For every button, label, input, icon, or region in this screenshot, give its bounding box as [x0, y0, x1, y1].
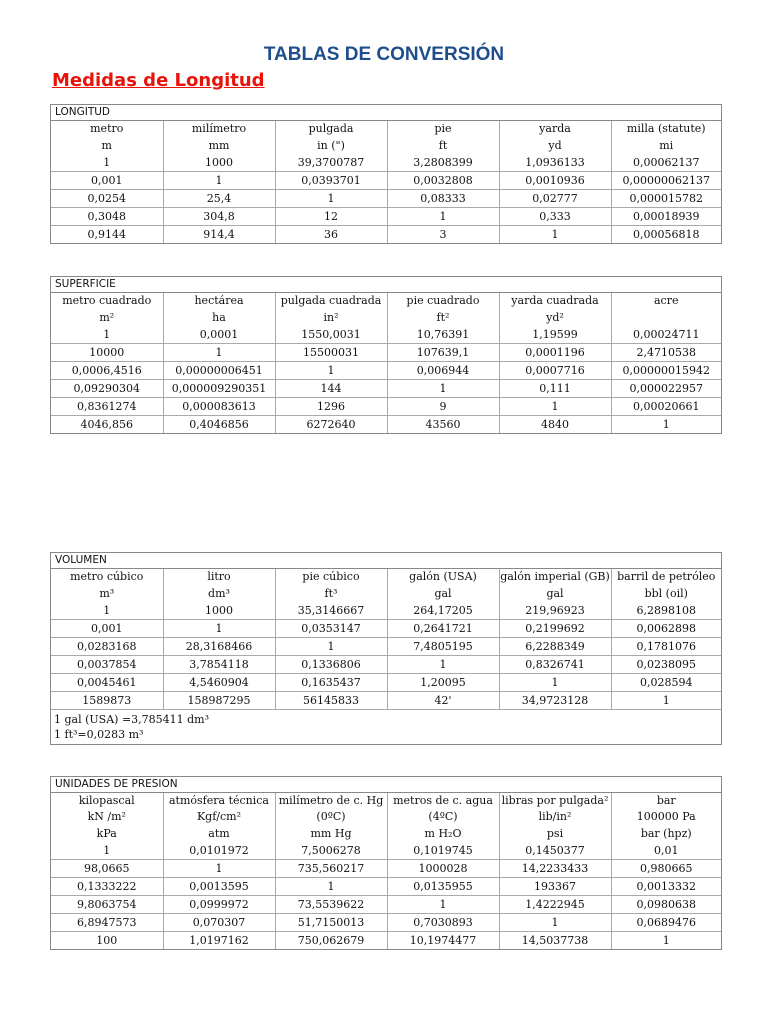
column-header: libras por pulgada² — [499, 793, 611, 809]
table-cell: 14,2233433 — [499, 860, 611, 878]
unit-cell: Kgf/cm² — [163, 809, 275, 825]
table-cell: 0,00000015942 — [611, 362, 721, 380]
unit-cell: (4ºC) — [387, 809, 499, 825]
table-cell: 1 — [163, 344, 275, 362]
table-cell: 34,9723128 — [499, 692, 611, 710]
presion-table — [50, 776, 722, 950]
table-cell: 1 — [163, 860, 275, 878]
table-cell: 0,0013595 — [163, 878, 275, 896]
table-row — [51, 326, 721, 344]
column-header: milímetro de c. Hg — [275, 793, 387, 809]
column-header: acre — [654, 294, 679, 307]
unit-cell: (0ºC) — [275, 809, 387, 825]
table-cell: 0,1019745 — [387, 842, 499, 860]
table-cell: 0,333 — [499, 208, 611, 226]
note-line: 1 gal (USA) =3,785411 dm³ — [54, 713, 210, 726]
unit-cell: in (") — [275, 137, 387, 154]
column-header: pulgada — [275, 121, 387, 137]
table-row — [51, 842, 721, 860]
column-header: metro cuadrado — [51, 293, 163, 309]
volumen-notes — [51, 709, 721, 744]
table-cell: 0,000083613 — [163, 398, 275, 416]
section-heading: Medidas de Longitud — [52, 70, 265, 91]
unit-cell: 100000 Pa — [636, 810, 696, 823]
table-row — [51, 656, 721, 674]
column-header: metro — [51, 121, 163, 137]
table-cell: 14,5037738 — [499, 932, 611, 950]
table-row — [51, 896, 721, 914]
table-row — [51, 638, 721, 656]
table-row — [51, 878, 721, 896]
table-row — [51, 692, 721, 710]
table-cell: 0,0238095 — [611, 656, 721, 674]
table-cell: 0,001 — [51, 620, 163, 638]
unit-cell: in² — [275, 309, 387, 326]
column-header: barril de petróleo — [617, 570, 716, 583]
table-cell: 1,19599 — [499, 326, 611, 344]
unit-cell: yd² — [499, 309, 611, 326]
unit-cell: ha — [163, 309, 275, 326]
table-cell: 0,0689476 — [611, 914, 721, 932]
table-cell: 264,17205 — [387, 602, 499, 620]
table-label: LONGITUD — [51, 105, 721, 121]
table-cell: 1 — [51, 602, 163, 620]
table-row — [51, 620, 721, 638]
table-cell: 0,00062137 — [611, 154, 721, 172]
table-cell: 0,4046856 — [163, 416, 275, 434]
table-cell: 0,000009290351 — [163, 380, 275, 398]
table-cell: 1589873 — [51, 692, 163, 710]
table-cell: 1 — [275, 638, 387, 656]
table-label: SUPERFICIE — [51, 277, 721, 293]
abbr-cell: m H₂O — [387, 825, 499, 842]
table-body — [51, 602, 721, 709]
table-cell: 0,0393701 — [275, 172, 387, 190]
table-cell: 1 — [662, 934, 670, 947]
column-header: pie cúbico — [275, 569, 387, 585]
unit-cell: gal — [499, 585, 611, 602]
table-cell: 219,96923 — [499, 602, 611, 620]
unit-cell: m³ — [51, 585, 163, 602]
table-cell: 42' — [387, 692, 499, 710]
table-cell: 1 — [662, 418, 670, 431]
table-cell: 56145833 — [275, 692, 387, 710]
table-cell: 750,062679 — [275, 932, 387, 950]
table-cell: 1 — [51, 326, 163, 344]
table-row — [51, 914, 721, 932]
table-cell: 3 — [387, 226, 499, 244]
table-cell: 0,9144 — [51, 226, 163, 244]
unit-cell: ft³ — [275, 585, 387, 602]
table-row — [51, 860, 721, 878]
table-cell: 98,0665 — [51, 860, 163, 878]
table-cell: 4,5460904 — [163, 674, 275, 692]
abbr-cell: bar (hpz) — [640, 827, 692, 840]
column-header: galón imperial (GB) — [500, 570, 610, 583]
table-label: UNIDADES DE PRESION — [51, 777, 721, 793]
table-row — [51, 344, 721, 362]
column-header: pulgada cuadrada — [275, 293, 387, 309]
table-cell: 0,00018939 — [611, 208, 721, 226]
table-cell: 0,08333 — [387, 190, 499, 208]
table-cell: 158987295 — [163, 692, 275, 710]
column-header: pie — [387, 121, 499, 137]
unit-cell — [611, 309, 721, 326]
table-cell: 0,000022957 — [611, 380, 721, 398]
unit-cell: gal — [387, 585, 499, 602]
table-cell: 914,4 — [163, 226, 275, 244]
table-cell: 7,5006278 — [275, 842, 387, 860]
table-cell: 10,76391 — [387, 326, 499, 344]
table-cell: 0,0999972 — [163, 896, 275, 914]
table-cell: 1,0936133 — [499, 154, 611, 172]
table-cell: 1 — [499, 226, 611, 244]
table-cell: 1 — [51, 154, 163, 172]
table-cell: 6272640 — [275, 416, 387, 434]
table-cell: 0,980665 — [611, 860, 721, 878]
table-cell: 7,4805195 — [387, 638, 499, 656]
table-cell: 0,0001196 — [499, 344, 611, 362]
column-header: yarda — [499, 121, 611, 137]
table-cell: 1550,0031 — [275, 326, 387, 344]
column-header: litro — [163, 569, 275, 585]
table-row — [51, 190, 721, 208]
table-cell: 10000 — [51, 344, 163, 362]
table-cell: 1 — [51, 842, 163, 860]
table-row — [51, 380, 721, 398]
table-body — [51, 154, 721, 243]
table-cell: 0,0353147 — [275, 620, 387, 638]
unit-cell: lib/in² — [499, 809, 611, 825]
table-cell: 0,0006,4516 — [51, 362, 163, 380]
abbr-cell: mm Hg — [275, 825, 387, 842]
table-cell: 6,2288349 — [499, 638, 611, 656]
table-cell: 4840 — [499, 416, 611, 434]
table-cell: 1 — [662, 694, 670, 707]
table-cell: 1296 — [275, 398, 387, 416]
table-cell: 1,20095 — [387, 674, 499, 692]
table-cell: 6,8947573 — [51, 914, 163, 932]
table-cell: 0,02777 — [499, 190, 611, 208]
table-cell: 0,0062898 — [611, 620, 721, 638]
volumen-table — [50, 552, 722, 745]
table-cell: 73,5539622 — [275, 896, 387, 914]
table-cell: 0,001 — [51, 172, 163, 190]
table-cell: 0,1336806 — [275, 656, 387, 674]
column-header: galón (USA) — [387, 569, 499, 585]
table-cell: 1000 — [163, 602, 275, 620]
table-cell: 0,00024711 — [611, 326, 721, 344]
table-cell: 0,0045461 — [51, 674, 163, 692]
table-cell: 1000028 — [387, 860, 499, 878]
table-cell: 1,0197162 — [163, 932, 275, 950]
note-line: 1 ft³=0,0283 m³ — [54, 728, 144, 741]
table-cell: 100 — [51, 932, 163, 950]
unit-cell: ft — [387, 137, 499, 154]
table-cell: 1000 — [163, 154, 275, 172]
unit-cell: bbl (oil) — [644, 587, 688, 600]
abbr-cell: psi — [499, 825, 611, 842]
column-header: bar — [656, 794, 676, 807]
table-cell: 0,0032808 — [387, 172, 499, 190]
unit-cell: mi — [659, 139, 674, 152]
table-cell: 0,0010936 — [499, 172, 611, 190]
table-cell: 9,8063754 — [51, 896, 163, 914]
table-cell: 28,3168466 — [163, 638, 275, 656]
table-cell: 0,0013332 — [611, 878, 721, 896]
table-cell: 1 — [163, 172, 275, 190]
column-header: hectárea — [163, 293, 275, 309]
unit-cell: m — [51, 137, 163, 154]
table-cell: 0,0101972 — [163, 842, 275, 860]
table-cell: 51,7150013 — [275, 914, 387, 932]
column-header: metros de c. agua — [387, 793, 499, 809]
table-row — [51, 416, 721, 434]
table-cell: 0,0283168 — [51, 638, 163, 656]
table-row — [51, 154, 721, 172]
table-cell: 43560 — [387, 416, 499, 434]
column-header: kilopascal — [51, 793, 163, 809]
table-cell: 0,028594 — [611, 674, 721, 692]
table-cell: 1 — [275, 362, 387, 380]
table-row — [51, 932, 721, 950]
table-cell: 0,2641721 — [387, 620, 499, 638]
unit-cell: yd — [499, 137, 611, 154]
column-header: milla (statute) — [626, 122, 706, 135]
longitud-table — [50, 104, 722, 244]
table-cell: 1,4222945 — [499, 896, 611, 914]
table-cell: 0,0037854 — [51, 656, 163, 674]
abbr-cell: atm — [163, 825, 275, 842]
table-cell: 6,2898108 — [611, 602, 721, 620]
unit-cell: ft² — [387, 309, 499, 326]
column-header: metro cúbico — [51, 569, 163, 585]
table-cell: 2,4710538 — [611, 344, 721, 362]
table-cell: 1 — [499, 398, 611, 416]
table-cell: 0,0135955 — [387, 878, 499, 896]
table-cell: 0,2199692 — [499, 620, 611, 638]
superficie-table — [50, 276, 722, 434]
column-header: milímetro — [163, 121, 275, 137]
table-cell: 12 — [275, 208, 387, 226]
table-cell: 0,00020661 — [611, 398, 721, 416]
table-cell: 0,01 — [611, 842, 721, 860]
table-cell: 0,0254 — [51, 190, 163, 208]
table-cell: 0,1781076 — [611, 638, 721, 656]
column-header: atmósfera técnica — [163, 793, 275, 809]
table-cell: 36 — [275, 226, 387, 244]
table-cell: 0,0007716 — [499, 362, 611, 380]
table-cell: 9 — [387, 398, 499, 416]
table-cell: 15500031 — [275, 344, 387, 362]
table-row — [51, 398, 721, 416]
table-cell: 1 — [387, 208, 499, 226]
table-cell: 0,09290304 — [51, 380, 163, 398]
table-cell: 0,000015782 — [611, 190, 721, 208]
table-row — [51, 602, 721, 620]
table-row — [51, 674, 721, 692]
table-cell: 1 — [163, 620, 275, 638]
table-cell: 3,2808399 — [387, 154, 499, 172]
unit-cell: m² — [51, 309, 163, 326]
table-cell: 0,070307 — [163, 914, 275, 932]
table-cell: 144 — [275, 380, 387, 398]
unit-cell: dm³ — [163, 585, 275, 602]
table-cell: 1 — [275, 190, 387, 208]
table-cell: 0,111 — [499, 380, 611, 398]
page-title: TABLAS DE CONVERSIÓN — [263, 44, 505, 65]
table-cell: 4046,856 — [51, 416, 163, 434]
table-row — [51, 172, 721, 190]
table-cell: 304,8 — [163, 208, 275, 226]
table-label: VOLUMEN — [51, 553, 721, 569]
table-cell: 39,3700787 — [275, 154, 387, 172]
unit-cell: kN /m² — [51, 809, 163, 825]
table-body — [51, 842, 721, 949]
table-row — [51, 362, 721, 380]
table-cell: 193367 — [499, 878, 611, 896]
table-cell: 3,7854118 — [163, 656, 275, 674]
table-row — [51, 226, 721, 244]
table-cell: 1 — [387, 656, 499, 674]
table-cell: 0,3048 — [51, 208, 163, 226]
table-cell: 0,1635437 — [275, 674, 387, 692]
unit-cell: mm — [163, 137, 275, 154]
table-cell: 1 — [387, 896, 499, 914]
table-cell: 1 — [387, 380, 499, 398]
table-cell: 0,0001 — [163, 326, 275, 344]
column-header: pie cuadrado — [387, 293, 499, 309]
table-cell: 735,560217 — [275, 860, 387, 878]
table-cell: 0,7030893 — [387, 914, 499, 932]
table-cell: 35,3146667 — [275, 602, 387, 620]
column-header: yarda cuadrada — [499, 293, 611, 309]
table-row — [51, 208, 721, 226]
table-cell: 0,8361274 — [51, 398, 163, 416]
table-cell: 0,006944 — [387, 362, 499, 380]
table-cell: 0,00000062137 — [611, 172, 721, 190]
abbr-cell: kPa — [51, 825, 163, 842]
table-body — [51, 326, 721, 433]
table-cell: 0,8326741 — [499, 656, 611, 674]
table-cell: 0,1333222 — [51, 878, 163, 896]
table-cell: 1 — [499, 674, 611, 692]
table-cell: 0,00000006451 — [163, 362, 275, 380]
table-cell: 0,0980638 — [611, 896, 721, 914]
table-cell: 0,00056818 — [633, 228, 700, 241]
table-cell: 25,4 — [163, 190, 275, 208]
table-cell: 107639,1 — [387, 344, 499, 362]
table-cell: 10,1974477 — [387, 932, 499, 950]
table-cell: 0,1450377 — [499, 842, 611, 860]
table-cell: 1 — [275, 878, 387, 896]
table-cell: 1 — [499, 914, 611, 932]
